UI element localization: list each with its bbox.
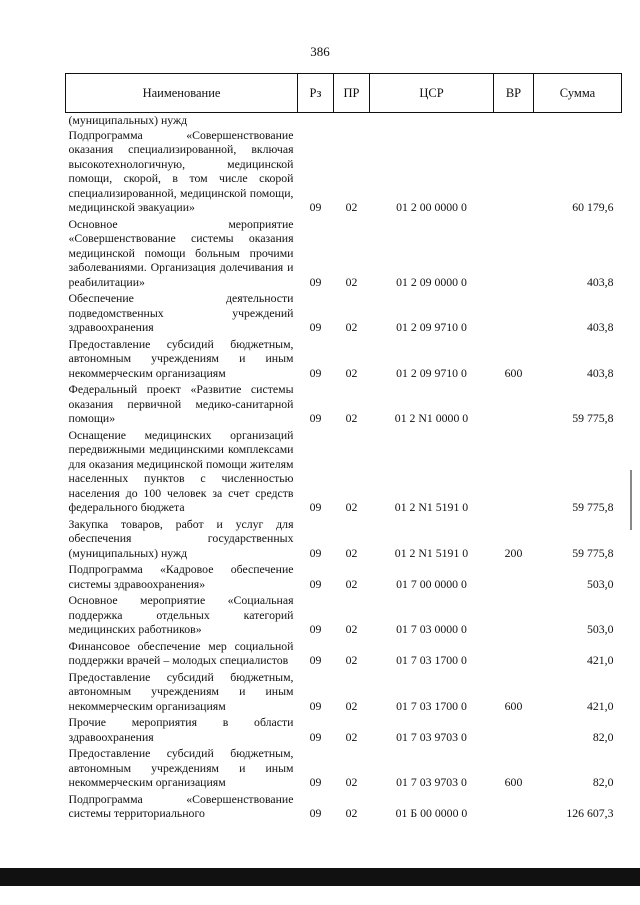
cell-csr: 01 2 09 0000 0 <box>396 274 467 289</box>
cell-pr: 02 <box>345 775 358 789</box>
cell-csr: 01 Б 00 0000 0 <box>395 806 468 820</box>
cell-sum: 60 179,6 <box>572 200 614 214</box>
cell-name: Предоставление субсидий бюджетным, автономным учреждениям и иным некоммерческим организациям <box>68 746 294 789</box>
cell-vr <box>494 562 534 593</box>
cell-pr: 02 <box>345 806 358 820</box>
cell-rz: 09 <box>309 729 322 744</box>
cell-pr: 02 <box>345 365 358 380</box>
cell-rz: 09 <box>309 653 322 667</box>
cell-pr: 02 <box>345 698 358 713</box>
cell-sum: 82,0 <box>592 775 614 789</box>
header-sum: Сумма <box>534 74 622 113</box>
table-row <box>66 562 622 593</box>
table-row <box>66 639 622 670</box>
cell-sum: 59 775,8 <box>572 500 614 514</box>
cell-sum: 403,8 <box>586 320 614 334</box>
cell-csr: 01 7 03 9703 0 <box>396 729 467 744</box>
cell-name: Основное мероприятие «Социальная поддержка отдельных категорий медицинских работников» <box>68 593 294 636</box>
cell-csr: 01 2 00 0000 0 <box>396 200 467 214</box>
cell-name: Основное мероприятие «Совершенствование системы оказания медицинской помощи больным прочими заболеваниями. Организация долечивания и реабилитации» <box>68 216 294 289</box>
page-number: 386 <box>310 44 330 59</box>
cell-csr: 01 2 N1 0000 0 <box>394 411 469 425</box>
cell-csr: 01 7 03 0000 0 <box>396 622 467 636</box>
cell-vr: 600 <box>504 775 523 789</box>
cell-rz: 09 <box>309 576 322 591</box>
cell-csr: 01 7 03 9703 0 <box>396 775 467 789</box>
cell-pr: 02 <box>345 545 358 560</box>
cell-vr <box>494 792 534 823</box>
header-pr: ПР <box>334 74 370 113</box>
cell-rz: 09 <box>309 411 322 425</box>
table-row <box>66 593 622 639</box>
cell-rz: 09 <box>309 320 322 334</box>
header-name: Наименование <box>66 74 298 113</box>
cell-name: Подпрограмма «Совершенствование оказания специализированной, включая высокотехнологичную, медицинской помощи, скорой, в том числе скорой специализированной, медицинской помощи, медицинской эвакуации» <box>68 127 294 214</box>
cell-pr: 02 <box>345 500 358 514</box>
table-row <box>66 382 622 428</box>
cell-name: Подпрограмма «Совершенствование системы территориального <box>68 791 294 820</box>
table-row <box>66 428 622 517</box>
cell-name: Оснащение медицинских организаций передвижными медицинскими комплексами для оказания медицинской помощи жителям населенных пунктов с численностью населения до 100 человек за счет средств федерального бюджета <box>68 427 294 514</box>
cell-vr <box>494 128 534 217</box>
cell-pr: 02 <box>345 576 358 591</box>
cell-name: Финансовое обеспечение мер социальной поддержки врачей – молодых специалистов <box>68 638 294 667</box>
cell-rz: 09 <box>309 274 322 289</box>
cell-csr: 01 2 09 9710 0 <box>396 320 467 334</box>
table-row <box>66 128 622 217</box>
cell-sum: 403,8 <box>586 274 614 289</box>
cell-sum: 503,0 <box>586 622 614 636</box>
table-row <box>66 291 622 337</box>
header-vr: ВР <box>494 74 534 113</box>
cell-pr: 02 <box>345 320 358 334</box>
cell-sum: 421,0 <box>586 698 614 713</box>
cell-vr: 200 <box>504 545 523 560</box>
cell-pr: 02 <box>345 622 358 636</box>
table-row <box>66 746 622 792</box>
cell-sum: 503,0 <box>586 576 614 591</box>
scan-bottom-border <box>0 868 640 886</box>
cell-vr <box>494 382 534 428</box>
cell-name: Предоставление субсидий бюджетным, автономным учреждениям и иным некоммерческим организациям <box>68 669 294 713</box>
cell-rz: 09 <box>309 775 322 789</box>
budget-table <box>65 73 622 823</box>
table-row <box>66 670 622 716</box>
cell-sum: 59 775,8 <box>572 545 614 560</box>
cell-sum: 59 775,8 <box>572 411 614 425</box>
header-csr: ЦСР <box>370 74 494 113</box>
scan-edge-mark <box>630 470 632 530</box>
cell-vr <box>494 291 534 337</box>
cell-sum: 126 607,3 <box>566 806 614 820</box>
cell-name: Закупка товаров, работ и услуг для обеспечения государственных (муниципальных) нужд <box>68 516 294 560</box>
table-header-row <box>66 74 622 113</box>
cell-name: Предоставление субсидий бюджетным, автономным учреждениям и иным некоммерческим организациям <box>68 336 294 380</box>
cell-sum: 421,0 <box>586 653 614 667</box>
cell-vr <box>494 639 534 670</box>
cell-pr: 02 <box>345 729 358 744</box>
table-row <box>66 792 622 823</box>
cell-pr: 02 <box>345 411 358 425</box>
cell-vr <box>494 715 534 746</box>
table-row <box>66 337 622 383</box>
cell-csr: 01 2 N1 5191 0 <box>394 500 469 514</box>
cell-sum: 82,0 <box>592 729 614 744</box>
cell-rz: 09 <box>309 622 322 636</box>
cell-name: Обеспечение деятельности подведомственных учреждений здравоохранения <box>68 291 294 334</box>
cell-csr: 01 2 09 9710 0 <box>396 365 467 380</box>
cell-vr <box>494 217 534 292</box>
cell-name: Подпрограмма «Кадровое обеспечение системы здравоохранения» <box>68 562 294 591</box>
cell-csr: 01 7 03 1700 0 <box>396 653 467 667</box>
cell-name: Прочие мероприятия в области здравоохранения <box>68 715 294 744</box>
table-row <box>66 715 622 746</box>
continuation-text: (муниципальных) нужд <box>68 113 188 127</box>
cell-rz: 09 <box>309 698 322 713</box>
cell-csr: 01 2 N1 5191 0 <box>394 545 469 560</box>
table-row <box>66 517 622 563</box>
cell-csr: 01 7 03 1700 0 <box>396 698 467 713</box>
cell-vr: 600 <box>504 698 523 713</box>
cell-name: Федеральный проект «Развитие системы оказания первичной медико-санитарной помощи» <box>68 382 294 425</box>
cell-pr: 02 <box>345 653 358 667</box>
cell-rz: 09 <box>309 545 322 560</box>
cell-vr <box>494 593 534 639</box>
cell-pr: 02 <box>345 274 358 289</box>
cell-vr: 600 <box>504 365 523 380</box>
cell-sum: 403,8 <box>586 365 614 380</box>
cell-pr: 02 <box>345 200 358 214</box>
cell-csr: 01 7 00 0000 0 <box>396 576 467 591</box>
cell-vr <box>494 428 534 517</box>
cell-rz: 09 <box>309 806 322 820</box>
cell-rz: 09 <box>309 200 322 214</box>
cell-rz: 09 <box>309 365 322 380</box>
table-row <box>66 217 622 292</box>
header-rz: Рз <box>298 74 334 113</box>
cell-rz: 09 <box>309 500 322 514</box>
continuation-row <box>66 113 622 128</box>
